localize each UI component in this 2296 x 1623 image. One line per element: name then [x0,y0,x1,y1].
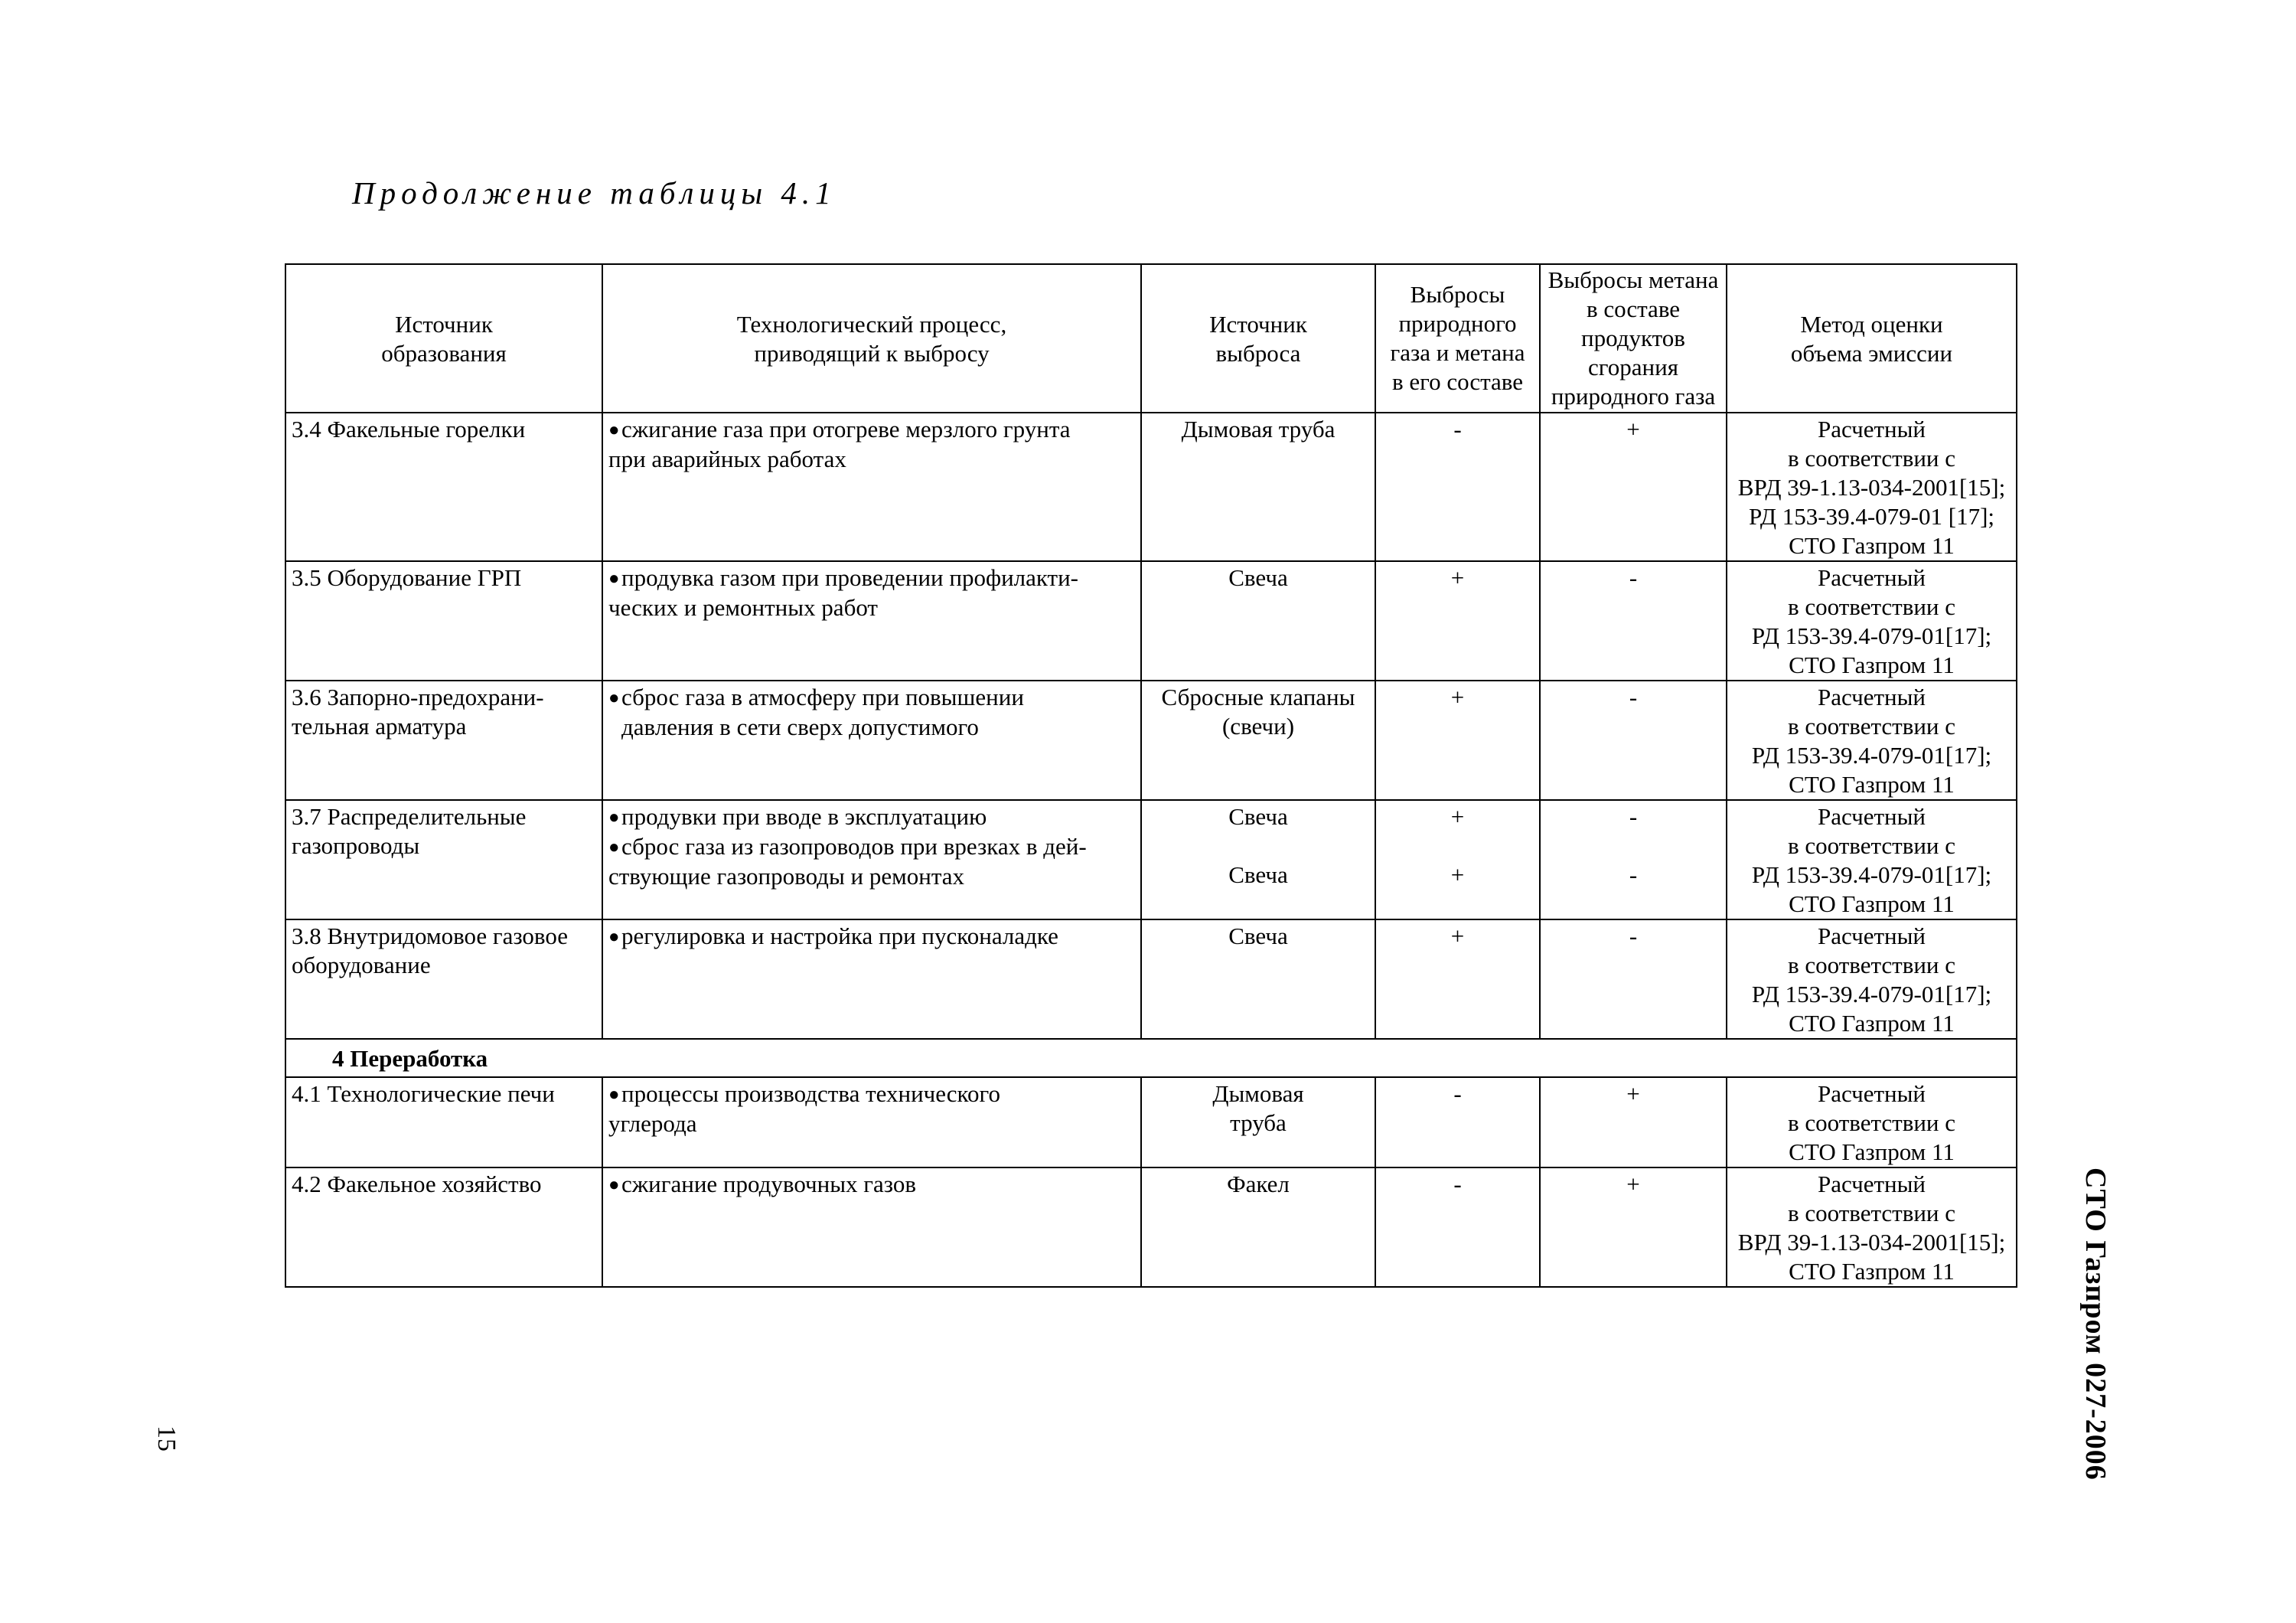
cell-gas-emission [1375,1077,1540,1167]
table-row [285,413,2017,561]
cell-gas-emission [1375,681,1540,800]
cell-line: Расчетный [1817,416,1926,442]
table-row [285,1077,2017,1167]
cell-line: - [1629,684,1638,710]
cell-line: Сбросные клапаны [1161,684,1355,710]
cell-line: + [1450,923,1465,949]
cell-line: + [1626,1171,1640,1197]
cell-source [285,919,602,1039]
cell-line: 3.6 Запорно-предохрани- [292,684,544,710]
process-text: сжигание продувочных газов [621,1171,916,1197]
cell-line: в соответствии с [1787,832,1956,859]
process-text: ствующие газопроводы и ремонтах [608,863,965,890]
process-text: сжигание газа при отогреве мерзлого грунта [621,416,1071,442]
cell-methane-emission [1540,919,1727,1039]
cell-method [1727,561,2017,681]
cell-line: 3.8 Внутридомовое газовое [292,923,568,949]
cell-line: ВРД 39-1.13-034-2001[15]; [1737,474,2006,501]
cell-line: + [1450,803,1465,830]
cell-line: + [1450,861,1465,888]
table-row [285,919,2017,1039]
cell-process [602,413,1141,561]
cell-line: СТО Газпром 11 [1789,1010,1955,1037]
cell-gas-emission [1375,800,1540,919]
cell-line: - [1453,1080,1462,1107]
cell-process [602,1167,1141,1287]
table-row [285,681,2017,800]
cell-line [1546,831,1720,860]
cell-line: Дымовая [1212,1080,1304,1107]
cell-emission-source [1141,681,1375,800]
cell-line: 3.7 Распределительные [292,803,527,830]
cell-line: - [1629,564,1638,591]
cell-line: в соответствии с [1787,713,1956,740]
bullet-icon: ● [608,420,620,440]
cell-line [1147,831,1369,860]
cell-source [285,800,602,919]
process-text: углерода [608,1110,697,1137]
cell-emission-source [1141,1077,1375,1167]
cell-source [285,681,602,800]
cell-line: - [1453,1171,1462,1197]
cell-method [1727,681,2017,800]
header-methane-emissions: Выбросы метана в составе продуктов сгорания природного газа [1540,264,1727,413]
cell-line: + [1450,684,1465,710]
process-text: ческих и ремонтных работ [608,594,878,621]
cell-methane-emission [1540,413,1727,561]
cell-line: тельная арматура [292,713,467,740]
cell-line: в соответствии с [1787,1109,1956,1136]
cell-methane-emission [1540,1077,1727,1167]
process-text: продувки при вводе в эксплуатацию [621,803,987,830]
cell-line: РД 153-39.4-079-01 [17]; [1748,503,1995,530]
cell-line: СТО Газпром 11 [1789,1258,1955,1285]
header-estimation-method: Метод оценки объема эмиссии [1727,264,2017,413]
cell-gas-emission [1375,919,1540,1039]
cell-process [602,561,1141,681]
header-emission-source: Источник выброса [1141,264,1375,413]
cell-line: оборудование [292,952,431,978]
page-number: 15 [152,1425,181,1452]
cell-process [602,681,1141,800]
cell-method [1727,800,2017,919]
cell-methane-emission [1540,681,1727,800]
header-process: Технологический процесс, приводящий к выбросу [602,264,1141,413]
cell-line: труба [1230,1109,1287,1136]
cell-gas-emission [1375,413,1540,561]
process-text: сброс газа из газопроводов при врезках в дей- [621,833,1087,860]
cell-line: Расчетный [1817,564,1926,591]
section-row [285,1039,2017,1077]
cell-line: Расчетный [1817,923,1926,949]
process-text: регулировка и настройка при пусконаладке [621,923,1058,949]
cell-method [1727,1077,2017,1167]
cell-line: РД 153-39.4-079-01[17]; [1751,622,1992,649]
cell-line: 4.1 Технологические печи [292,1080,555,1107]
process-text: при аварийных работах [608,446,846,472]
cell-method [1727,413,2017,561]
cell-line: РД 153-39.4-079-01[17]; [1751,981,1992,1007]
cell-line: СТО Газпром 11 [1789,890,1955,917]
cell-source [285,561,602,681]
bullet-icon: ● [608,838,620,857]
process-text: продувка газом при проведении профилакти- [621,564,1079,591]
cell-line: - [1629,923,1638,949]
cell-source [285,413,602,561]
bullet-icon: ● [608,808,620,828]
cell-line: + [1450,564,1465,591]
cell-method [1727,919,2017,1039]
header-source-of-formation: Источник образования [285,264,602,413]
cell-line: Расчетный [1817,1080,1926,1107]
cell-line: + [1626,416,1640,442]
cell-methane-emission [1540,800,1727,919]
header-gas-emissions: Выбросы природного газа и метана в его составе [1375,264,1540,413]
cell-line: - [1629,803,1638,830]
bullet-icon: ● [608,569,620,589]
cell-methane-emission [1540,1167,1727,1287]
cell-line: Свеча [1228,564,1288,591]
cell-line: Расчетный [1817,803,1926,830]
emissions-table [285,263,2017,1288]
cell-gas-emission [1375,561,1540,681]
cell-line: РД 153-39.4-079-01[17]; [1751,861,1992,888]
cell-process [602,919,1141,1039]
cell-line: - [1629,861,1638,888]
cell-line: Факел [1227,1171,1290,1197]
cell-line: + [1626,1080,1640,1107]
table-row [285,1167,2017,1287]
cell-emission-source [1141,1167,1375,1287]
cell-emission-source [1141,561,1375,681]
bullet-icon: ● [608,688,620,708]
cell-line: СТО Газпром 11 [1789,532,1955,559]
cell-line: СТО Газпром 11 [1789,651,1955,678]
cell-line: в соответствии с [1787,1200,1956,1226]
cell-line: СТО Газпром 11 [1789,1138,1955,1165]
cell-emission-source [1141,413,1375,561]
cell-emission-source [1141,800,1375,919]
cell-line: Дымовая труба [1181,416,1336,442]
table-row [285,800,2017,919]
cell-line: Свеча [1228,923,1288,949]
bullet-icon: ● [608,1175,620,1195]
cell-line: СТО Газпром 11 [1789,771,1955,798]
cell-line: - [1453,416,1462,442]
cell-source [285,1167,602,1287]
bullet-icon: ● [608,927,620,947]
process-text: давления в сети сверх допустимого [621,714,979,740]
cell-methane-emission [1540,561,1727,681]
cell-gas-emission [1375,1167,1540,1287]
cell-line: в соответствии с [1787,952,1956,978]
cell-line: Расчетный [1817,684,1926,710]
cell-line: 3.5 Оборудование ГРП [292,564,522,591]
cell-method [1727,1167,2017,1287]
section-title: 4 Переработка [285,1039,2017,1077]
cell-emission-source [1141,919,1375,1039]
cell-line: 4.2 Факельное хозяйство [292,1171,542,1197]
cell-line: (свечи) [1221,713,1295,740]
cell-line [1381,831,1534,860]
table-caption: Продолжение таблицы 4.1 [352,175,837,211]
document-code: СТО Газпром 027-2006 [2079,1167,2112,1481]
cell-line: ВРД 39-1.13-034-2001[15]; [1737,1229,2006,1256]
cell-line: 3.4 Факельные горелки [292,416,526,442]
cell-process [602,1077,1141,1167]
bullet-icon: ● [608,1085,620,1105]
cell-process [602,800,1141,919]
cell-line: в соответствии с [1787,445,1956,472]
cell-line: Свеча [1228,803,1288,830]
process-text: процессы производства технического [621,1080,1000,1107]
table-row [285,561,2017,681]
cell-line: Расчетный [1817,1171,1926,1197]
cell-line: в соответствии с [1787,593,1956,620]
cell-line: Свеча [1228,861,1288,888]
table-header-row [285,264,2017,413]
process-text: сброс газа в атмосферу при повышении [621,684,1024,710]
cell-line: газопроводы [292,832,420,859]
cell-source [285,1077,602,1167]
cell-line: РД 153-39.4-079-01[17]; [1751,742,1992,769]
